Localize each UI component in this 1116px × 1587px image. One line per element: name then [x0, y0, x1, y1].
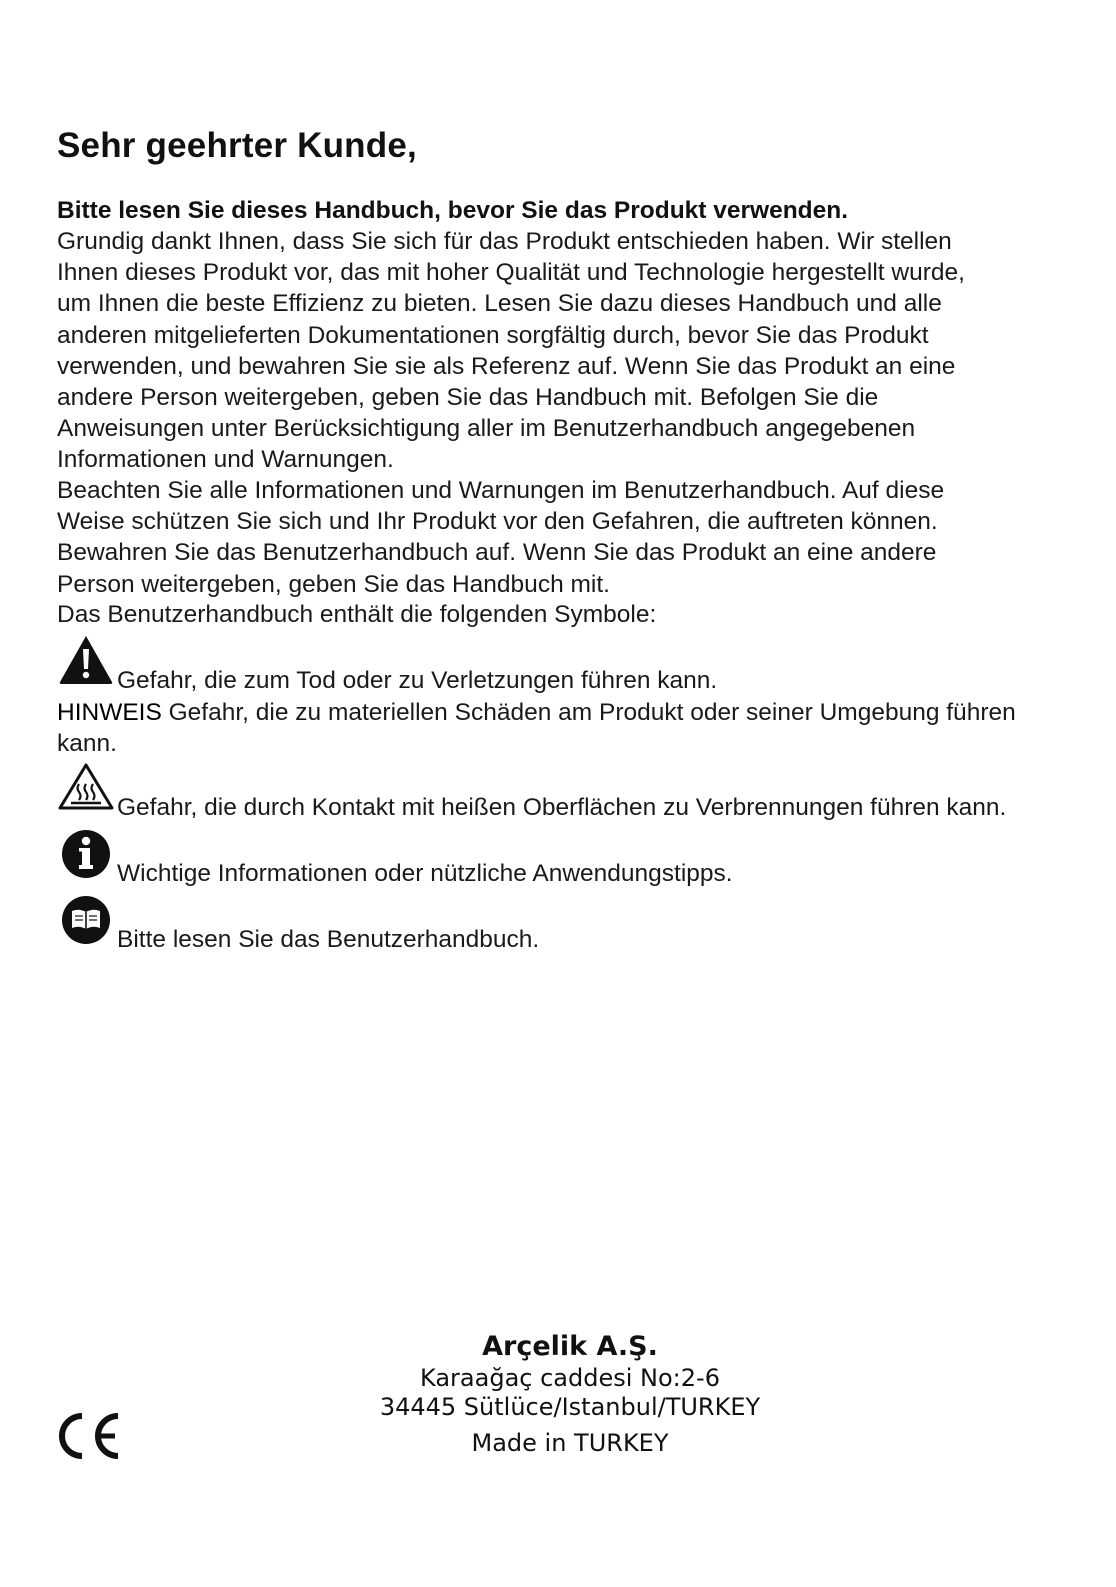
info-icon	[61, 829, 111, 879]
company-name: Arçelik A.Ş.	[482, 1331, 658, 1362]
lead-sentence: Bitte lesen Sie dieses Handbuch, bevor Sie das Produkt verwenden.	[57, 197, 849, 224]
notice-label: HINWEIS	[57, 699, 162, 726]
intro-paragraph: Grundig dankt Ihnen, dass Sie sich für das Produkt entschieden haben. Wir stellen Ihnen dieses Produkt vor, das mit hoher Qualität und Technologie hergestellt wurde, um Ihnen die beste Effizienz zu bieten. Lesen Sie dazu dieses Handbuch und alle anderen mitgelieferten Dokumentationen sorgfältig durch, bevor Sie das Produkt verwenden, und bewahren Sie sie als Referenz auf. Wenn Sie das Produkt an eine andere Person weitergeben, geben Sie das Handbuch mit. Befolgen Sie die Anweisungen unter Berücksichtigung aller im Benutzerhandbuch angegebenen Informationen und Warnungen.	[57, 228, 965, 474]
danger-symbol-text: Gefahr, die zum Tod oder zu Verletzungen führen kann.	[117, 667, 718, 694]
manufacturer-address	[360, 1330, 780, 1458]
ce-mark-icon	[55, 1412, 121, 1460]
notice-text: Gefahr, die zu materiellen Schäden am Produkt oder seiner Umgebung führen kann.	[57, 699, 1016, 758]
address-city: 34445 Sütlüce/Istanbul/TURKEY	[379, 1393, 761, 1421]
address-street: Karaağaç caddesi No:2-6	[420, 1364, 720, 1392]
symbols-intro: Das Benutzerhandbuch enthält die folgenden Symbole:	[57, 601, 657, 628]
notice-entry	[57, 697, 1057, 759]
made-in: Made in TURKEY	[471, 1429, 669, 1457]
read-manual-icon	[61, 895, 111, 945]
warning-triangle-icon	[58, 634, 114, 686]
info-symbol-text: Wichtige Informationen oder nützliche Anwendungstipps.	[117, 860, 733, 887]
hot-surface-icon	[58, 762, 114, 812]
page-title: Sehr geehrter Kunde,	[57, 126, 417, 165]
warnings-paragraph: Beachten Sie alle Informationen und Warnungen im Benutzerhandbuch. Auf diese Weise schützen Sie sich und Ihr Produkt vor den Gefahren, die auftreten können. Bewahren Sie das Benutzerhandbuch auf. Wenn Sie das Produkt an eine andere Person weitergeben, geben Sie das Handbuch mit.	[57, 477, 945, 598]
hot-surface-symbol-text: Gefahr, die durch Kontakt mit heißen Oberflächen zu Verbrennungen führen kann.	[117, 794, 1007, 821]
manual-symbol-text: Bitte lesen Sie das Benutzerhandbuch.	[117, 926, 540, 953]
